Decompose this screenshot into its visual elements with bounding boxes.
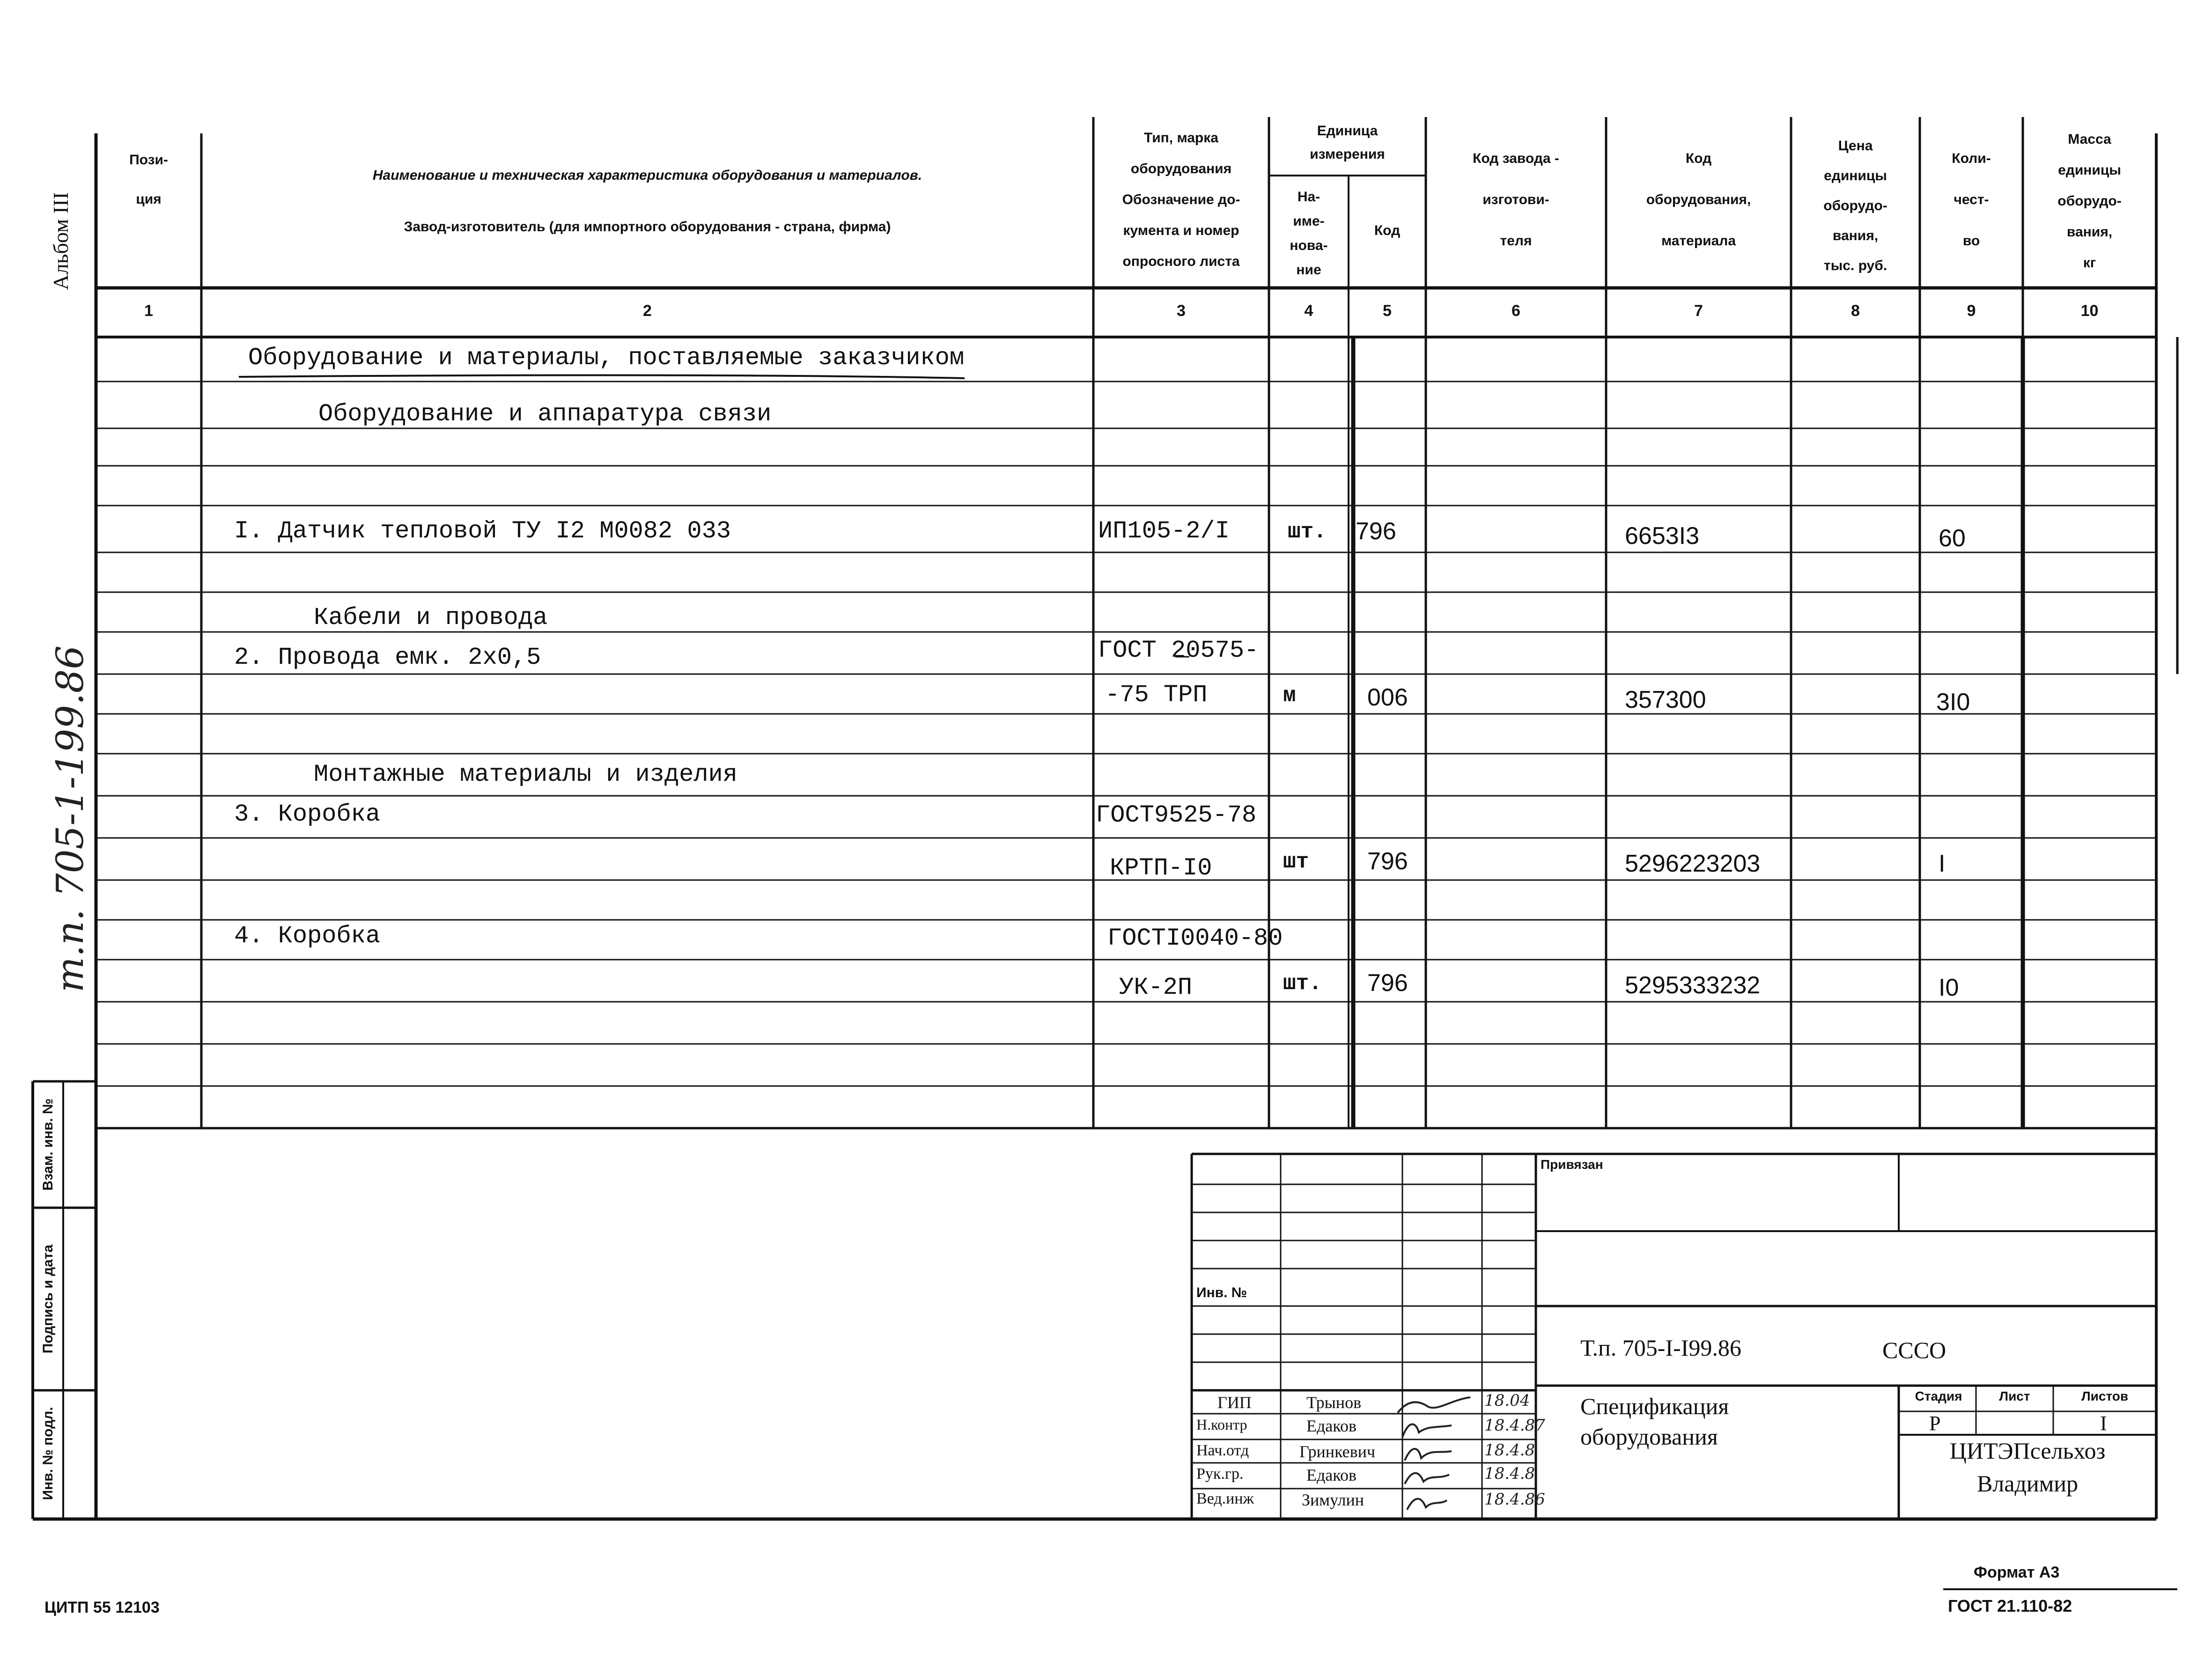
- item2-unit: м: [1283, 683, 1296, 708]
- tb-role-vedinzh: Вед.инж: [1196, 1490, 1254, 1507]
- item4-quantity: I0: [1939, 974, 1959, 1001]
- item3-name: 3. Коробка: [234, 800, 381, 828]
- col-number-1: 1: [144, 302, 153, 320]
- col-number-4: 4: [1304, 302, 1313, 320]
- item2-type-line2: -75 ТРП: [1105, 681, 1208, 709]
- item4-equipment-code: 5295333232: [1625, 972, 1761, 999]
- stamp-label-replace: Взам. инв. №: [40, 1098, 56, 1191]
- header-unit-code: Код: [1374, 223, 1401, 238]
- tb-doc-code: Т.п. 705-I-I99.86: [1580, 1335, 1741, 1361]
- tb-stage-label: Стадия: [1915, 1389, 1962, 1403]
- item2-equipment-code: 357300: [1625, 686, 1706, 713]
- footer-left-code: ЦИТП 55 12103: [44, 1599, 160, 1616]
- item1-quantity: 60: [1939, 525, 1966, 552]
- item4-type-line1: ГОСТI0040-80: [1107, 925, 1283, 952]
- tb-date-nachotd: 18.4.8: [1484, 1441, 1535, 1460]
- item1-equipment-code: 6653I3: [1625, 522, 1700, 550]
- section-heading-mounting: Монтажные материалы и изделия: [314, 761, 737, 788]
- stamp-label-signature: Подпись и дата: [40, 1244, 56, 1354]
- tb-inv-no-label: Инв. №: [1196, 1285, 1247, 1300]
- tb-sheets-value: I: [2100, 1412, 2107, 1435]
- col-number-3: 3: [1177, 302, 1186, 320]
- section-heading-main: Оборудование и материалы, поставляемые заказчиком: [248, 344, 965, 372]
- header-quantity: Коли- чест- во: [1952, 151, 1991, 249]
- item2-type-line1: ГОСТ 20575-: [1098, 637, 1259, 664]
- header-position: Пози- ция: [129, 152, 168, 207]
- item4-unit: шт.: [1283, 971, 1322, 996]
- tb-role-gip: ГИП: [1217, 1393, 1252, 1412]
- tb-role-nachotd: Нач.отд: [1196, 1442, 1249, 1459]
- tb-role-rukgr: Рук.гр.: [1196, 1465, 1244, 1483]
- tb-doc-title-line1: Спецификация: [1580, 1393, 1729, 1419]
- item4-type-line2: УК-2П: [1119, 974, 1193, 1001]
- header-equipment-code: Код оборудования, материала: [1646, 151, 1751, 249]
- col-number-10: 10: [2080, 302, 2099, 320]
- item2-quantity: 3I0: [1936, 689, 1970, 716]
- tb-stage-value: Р: [1929, 1412, 1941, 1435]
- tb-org-line2: Владимир: [1976, 1470, 2079, 1497]
- col-number-6: 6: [1512, 302, 1520, 320]
- header-price: Цена единицы оборудо- вания, тыс. руб.: [1823, 138, 1888, 273]
- tb-role-nkontr: Н.контр: [1196, 1416, 1247, 1433]
- album-label: Альбом III: [49, 192, 73, 290]
- item3-type-line2: КРТП-I0: [1110, 854, 1212, 882]
- handwritten-doc-code: т.п. 705-1-199.86: [48, 645, 92, 992]
- section-heading-communication: Оборудование и аппаратура связи: [318, 400, 772, 428]
- item1-code: 796: [1356, 518, 1396, 545]
- item4-code: 796: [1367, 969, 1408, 997]
- tb-name-rukgr: Едаков: [1306, 1466, 1357, 1484]
- item3-equipment-code: 5296223203: [1625, 850, 1761, 877]
- item3-unit: шт: [1283, 850, 1309, 874]
- item2-name: 2. Провода емк. 2х0,5: [234, 644, 541, 671]
- item1-type: ИП105-2/I: [1098, 517, 1230, 545]
- header-mass: Масса единицы оборудо- вания, кг: [2057, 132, 2122, 271]
- col-number-5: 5: [1383, 302, 1392, 320]
- tb-date-vedinzh: 18.4.86: [1484, 1490, 1545, 1509]
- col-number-7: 7: [1694, 302, 1703, 320]
- footer-format: Формат А3: [1974, 1564, 2060, 1581]
- footer-gost: ГОСТ 21.110-82: [1948, 1596, 2072, 1615]
- tb-date-rukgr: 18.4.8: [1484, 1464, 1535, 1483]
- col-number-2: 2: [643, 302, 652, 320]
- tb-privyazan-label: Привязан: [1541, 1157, 1603, 1172]
- item2-code: 006: [1367, 684, 1408, 711]
- item1-name: I. Датчик тепловой ТУ I2 М0082 033: [234, 517, 731, 545]
- header-type: Тип, марка оборудования Обозначение до- кумента и номер опросного листа: [1122, 130, 1240, 269]
- item3-quantity: I: [1939, 850, 1946, 877]
- header-name: Наименование и техническая характеристика оборудования и материалов. Завод-изготовитель (для импортного оборудования - страна, фирма): [372, 168, 922, 235]
- tb-date-nkontr: 18.4.87: [1484, 1416, 1545, 1435]
- header-unit-name: На- име- нова- ние: [1290, 189, 1328, 278]
- tb-doc-title-line2: оборудования: [1580, 1424, 1718, 1450]
- tb-org-code: СССО: [1882, 1337, 1947, 1363]
- tb-org-line1: ЦИТЭПсельхоз: [1949, 1438, 2106, 1464]
- tb-sheets-label: Листов: [2081, 1389, 2129, 1403]
- tb-name-nachotd: Гринкевич: [1299, 1442, 1376, 1461]
- item3-type-line1: ГОСТ9525-78: [1096, 801, 1257, 829]
- tb-name-nkontr: Едаков: [1306, 1417, 1357, 1435]
- tb-date-gip: 18.04: [1484, 1391, 1530, 1410]
- header-unit-group: Единица измерения: [1310, 123, 1385, 162]
- item4-name: 4. Коробка: [234, 922, 381, 950]
- col-number-9: 9: [1967, 302, 1976, 320]
- tb-name-gip: Трынов: [1306, 1393, 1362, 1412]
- tb-name-vedinzh: Зимулин: [1302, 1490, 1364, 1509]
- header-maker-code: Код завода - изготови- теля: [1473, 151, 1559, 249]
- section-heading-cables: Кабели и провода: [314, 604, 548, 631]
- col-number-8: 8: [1851, 302, 1860, 320]
- tb-sheet-label: Лист: [1999, 1389, 2030, 1403]
- stamp-label-inventory: Инв. № подл.: [40, 1407, 56, 1500]
- item3-code: 796: [1367, 848, 1408, 875]
- item1-unit: шт.: [1288, 520, 1327, 544]
